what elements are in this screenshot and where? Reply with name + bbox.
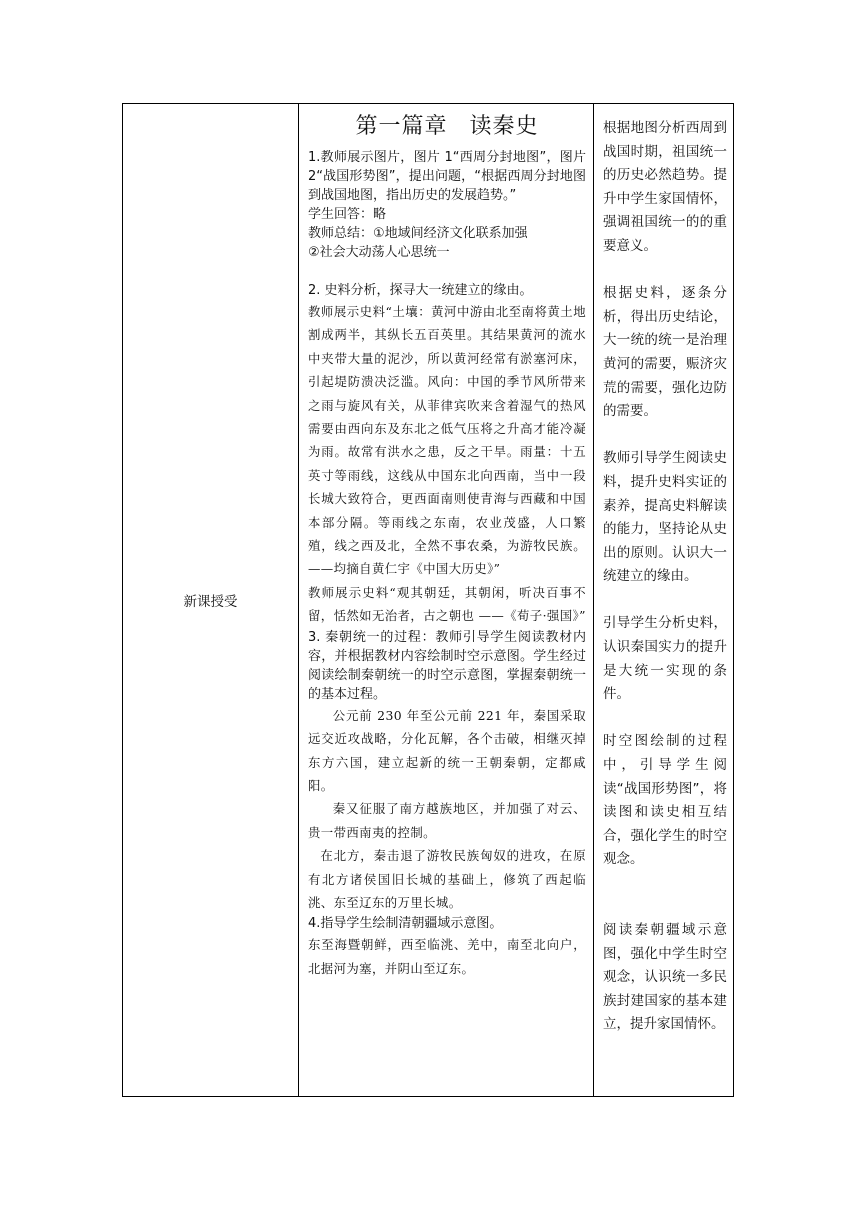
unify-paragraph-2: 秦又征服了南方越族地区，并加强了对云、贵一带西南夷的控制。 [308,801,586,840]
item4-text: 4.指导学生绘制清朝疆域示意图。 [308,916,503,932]
teacher-summary: 教师总结：①地域间经济文化联系加强 [308,226,528,241]
chapter-title-part2: 读秦史 [469,114,539,139]
design-note-4: 引导学生分析史料，认识秦国实力的提升是大统一实现的条件。 [603,615,727,703]
section-label-cell [123,104,299,1097]
item1-text: 1.教师展示图片，图片 1“西周分封地图”，图片 2“战国形势图”，提出问题，“根据西周分封地图到战国地图，指出历史的发展趋势。” [308,150,586,203]
unify-paragraph-1: 公元前 230 年至公元前 221 年，秦国采取远交近攻战略，分化瓦解，各个击破，相继灭掉东方六国，建立起新的统一王朝秦朝，定都咸阳。 [308,707,586,793]
item3-text: 3. 秦朝统一的过程：教师引导学生阅读教材内容，并根据教材内容绘制时空示意图。学生经过阅读绘制秦朝统一的时空示意图，掌握秦朝统一的基本过程。 [308,629,586,702]
historical-source-1: 教师展示史料“土壤：黄河中游由北至南将黄土地割成两半，其纵长五百英里。其结果黄河的流水中夹带大量的泥沙，所以黄河经常有淤塞河床，引起堤防溃决泛滥。风向：中国的季节风所带来之雨与旋风有关，从菲律宾吹来含着湿气的热风需要由西向东及东北之低气压将之升高才能冷凝为雨。故常有洪水之患，反之干旱。雨量：十五英寸等雨线，这线从中国东北向西南，当中一段长城大致符合，更西面南则使青海与西藏和中国本部分隔。等雨线之东南，农业茂盛，人口繁殖，线之西及北，全然不事农桑，为游牧民族。——均摘自黄仁宇《中国大历史》” [308,304,586,577]
territory-text: 东至海暨朝鲜，西至临洮、羌中，南至北向户，北据河为塞，并阴山至辽东。 [308,937,586,976]
design-note-1: 根据地图分析西周到战国时期，祖国统一的历史必然趋势。提升中学生家国情怀，强调祖国统一的的重要意义。 [603,120,727,254]
table-row [123,104,734,1097]
design-note-6: 阅读秦朝疆域示意图，强化中学生时空观念，认识统一多民族封建国家的基本建立，提升家国情怀。 [603,922,727,1033]
design-notes-cell [594,104,734,1097]
student-answer: 学生回答：略 [308,207,387,222]
chapter-title [308,114,586,140]
historical-source-2: 教师展示史料“观其朝廷，其朝闲，听决百事不留，恬然如无治者，古之朝也 ——《荀子·强国》” [308,584,586,624]
design-note-3: 教师引导学生阅读史料，提升史料实证的素养，提高史料解读的能力，坚持论从史出的原则。认识大一统建立的缘由。 [603,450,727,585]
design-note-2: 根据史料，逐条分析，得出历史结论，大一统的统一是治理黄河的需要，赈济灾荒的需要，强化边防的需要。 [603,285,727,420]
teacher-summary-2: ②社会大动荡人心思统一 [308,245,450,260]
lesson-plan-table [122,103,734,1097]
chapter-title-part1: 第一篇章 [355,114,448,139]
section-label: 新课授受 [183,594,238,610]
design-note-5: 时空图绘制的过程中，引导学生阅读“战国形势图”，将读图和读史相互结合，强化学生的时空观念。 [603,733,727,868]
unify-paragraph-3: 在北方，秦击退了游牧民族匈奴的进攻，在原有北方诸侯国旧长城的基础上，修筑了西起临洮、东至辽东的万里长城。 [308,848,586,910]
main-content-cell [299,104,594,1097]
item2-heading: 2. 史料分析，探寻大一统建立的缘由。 [308,283,533,298]
